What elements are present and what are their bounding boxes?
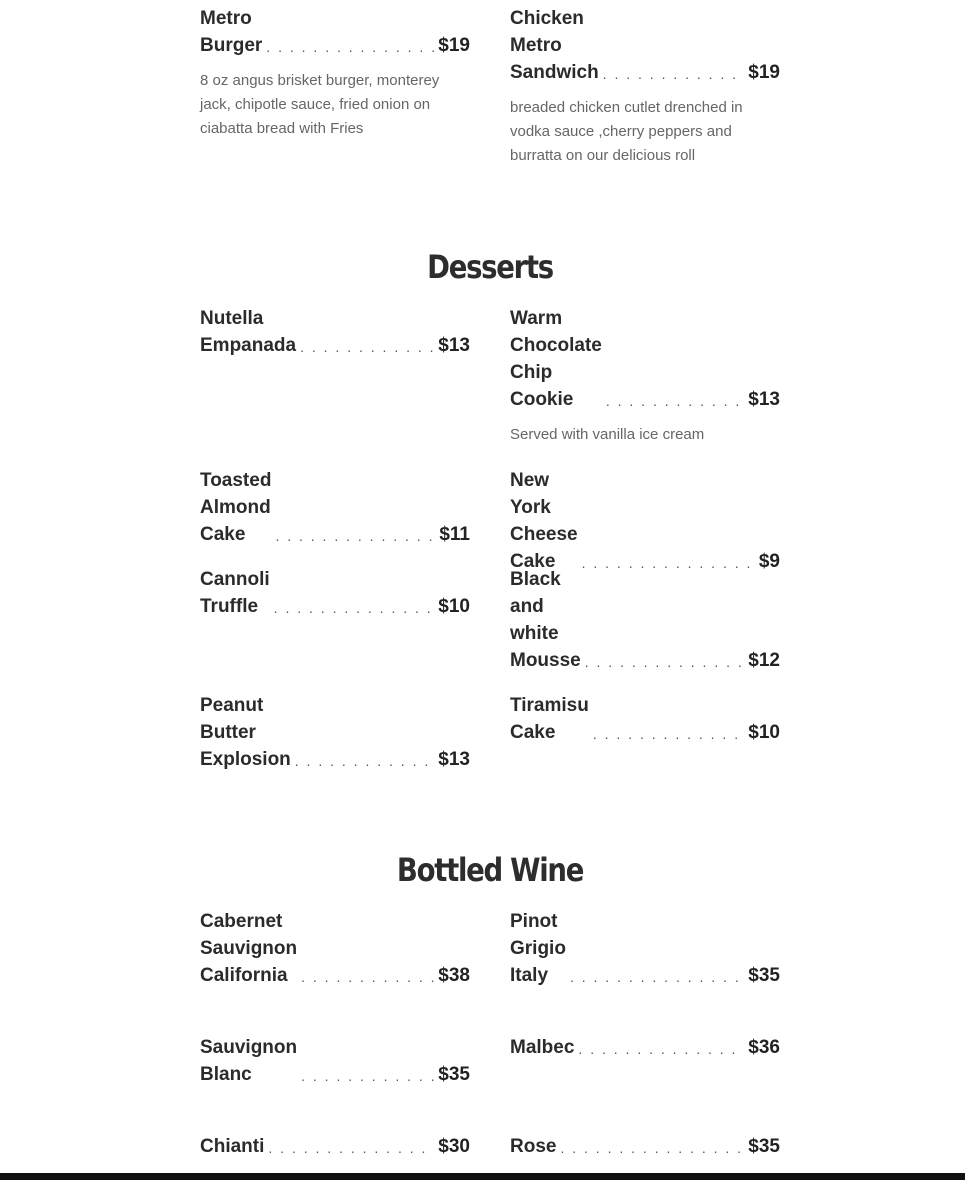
menu-item-warm-chocolate-chip-cookie (510, 305, 780, 447)
menu-item-header (200, 566, 470, 620)
menu-item-nutella-empanada (200, 305, 470, 359)
menu-item-tiramisu-cake (510, 692, 780, 746)
menu-item-price: $12 (748, 650, 780, 671)
menu-item-description: Served with vanilla ice cream (510, 426, 705, 443)
menu-item-chianti (200, 1133, 470, 1160)
menu-item-price: $35 (748, 965, 780, 986)
dot-leader (295, 751, 435, 773)
dot-leader (275, 526, 435, 548)
dot-leader (570, 967, 744, 989)
menu-item-header (200, 5, 470, 59)
section-title-bottled-wine: Bottled Wine (396, 851, 584, 889)
menu-item-header (200, 305, 470, 359)
menu-item-new-york-cheese-cake (510, 467, 780, 575)
dot-leader (300, 337, 434, 359)
menu-item-header (200, 467, 470, 548)
menu-item-metro-burger (200, 5, 470, 141)
menu-item-description: 8 oz angus brisket burger, monterey jack, chipotle sauce, fried onion on ciabatta bread with Fries (200, 72, 440, 137)
menu-item-header (510, 692, 780, 746)
dot-leader (266, 37, 434, 59)
menu-item-price: $35 (748, 1136, 780, 1157)
menu-item-name: Malbec (510, 1037, 575, 1058)
menu-item-name: Tiramisu Cake (510, 695, 589, 743)
dot-leader (606, 391, 744, 413)
menu-item-header (510, 467, 780, 575)
menu-item-malbec (510, 1034, 780, 1061)
menu-item-price: $9 (758, 551, 780, 572)
menu-item-toasted-almond-cake (200, 467, 470, 548)
menu-item-price: $10 (748, 722, 780, 743)
dot-leader (585, 652, 745, 674)
dot-leader (268, 1138, 434, 1160)
menu-item-header (510, 1034, 780, 1061)
menu-item-name: Warm Chocolate Chip Cookie (510, 308, 602, 410)
menu-item-rose (510, 1133, 780, 1160)
bottom-bar (0, 1173, 965, 1180)
menu-item-header (200, 1034, 470, 1088)
menu-item-cabernet-sauvignon (200, 908, 470, 989)
dot-leader (301, 967, 434, 989)
dot-leader (593, 724, 744, 746)
dot-leader (560, 1138, 744, 1160)
menu-item-name: Rose (510, 1136, 557, 1157)
dot-leader (578, 1039, 744, 1061)
menu-item-price: $10 (438, 596, 470, 617)
menu-item-price: $11 (439, 524, 470, 545)
menu-item-header (200, 692, 470, 773)
menu-item-name: Toasted Almond Cake (200, 470, 272, 545)
menu-item-price: $36 (748, 1037, 780, 1058)
menu-item-name: Black and white Mousse (510, 569, 581, 671)
menu-item-header (510, 566, 780, 674)
dot-leader (274, 598, 435, 620)
menu-item-header (200, 1133, 470, 1160)
menu-item-price: $19 (438, 35, 470, 56)
menu-item-black-and-white-mousse (510, 566, 780, 674)
section-title-desserts: Desserts (427, 248, 553, 286)
menu-item-name: New York Cheese Cake (510, 470, 578, 572)
menu-item-price: $13 (438, 749, 470, 770)
menu-item-pinot-grigio (510, 908, 780, 989)
menu-item-header (510, 1133, 780, 1160)
menu-item-header (510, 5, 780, 86)
menu-item-name: Sauvignon Blanc (200, 1037, 298, 1085)
menu-item-peanut-butter-explosion (200, 692, 470, 773)
menu-item-price: $38 (438, 965, 470, 986)
menu-item-name: Chianti (200, 1136, 265, 1157)
menu-item-header (510, 908, 780, 989)
menu-item-header (200, 908, 470, 989)
menu-item-price: $13 (438, 335, 470, 356)
menu-item-cannoli-truffle (200, 566, 470, 620)
menu-item-name: Cabernet Sauvignon California (200, 911, 298, 986)
menu-item-name: Nutella Empanada (200, 308, 297, 356)
menu-item-chicken-metro-sandwich (510, 5, 780, 168)
menu-item-price: $35 (438, 1064, 470, 1085)
menu-item-name: Peanut Butter Explosion (200, 695, 291, 770)
menu-item-name: Chicken Metro Sandwich (510, 8, 599, 83)
menu-item-name: Pinot Grigio Italy (510, 911, 566, 986)
menu-item-sauvignon-blanc (200, 1034, 470, 1088)
menu-item-price: $30 (438, 1136, 470, 1157)
menu-item-description: breaded chicken cutlet drenched in vodka sauce ,cherry peppers and burratta on our delicious roll (510, 99, 743, 164)
dot-leader (603, 64, 745, 86)
dot-leader (301, 1066, 434, 1088)
menu-item-price: $19 (748, 62, 780, 83)
menu-item-header (510, 305, 780, 413)
menu-item-name: Metro Burger (200, 8, 263, 56)
menu-item-name: Cannoli Truffle (200, 569, 270, 617)
menu-item-price: $13 (748, 389, 780, 410)
